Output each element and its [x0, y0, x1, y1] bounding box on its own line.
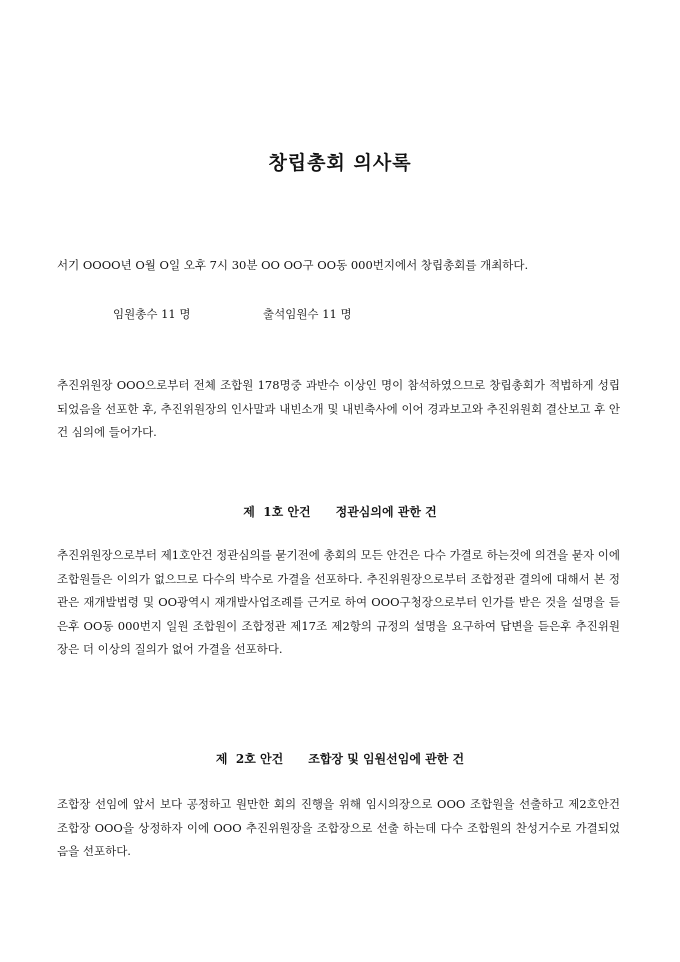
agenda-1-heading: 제 1호 안건 정관심의에 관한 건 — [243, 505, 437, 519]
present-members: 출석임원수 11 명 — [263, 307, 352, 321]
opening-line: 서기 OOOO년 O월 O일 오후 7시 30분 OO OO구 OO동 000번지에서 창립총회를 개최하다. — [57, 258, 529, 272]
document-title: 창립총회 의사록 — [268, 152, 412, 174]
agenda-1-body: 추진위원장으로부터 제1호안건 정관심의를 묻기전에 총회의 모든 안건은 다수 가결로 하는것에 의견을 묻자 이에 조합원들은 이의가 없으므로 다수의 박수로 가결을 선포하다. 추진위원장으로부터 조합정관 결의에 대해서 본 정관은 재개발법령 및 OO광역시 재개발사업조례를 근거로 하여 OOO구청장으로부터 인가를 받은 것을 설명을 듣은후 OO동 000번지 일원 조합원이 조합정관 제17조 제2항의 규정의 설명을 요구하여 답변을 듣은후 추진위원장은 더 이상의 질의가 없어 가결을 선포하다. — [57, 548, 620, 656]
agenda-2-heading: 제 2호 안건 조합장 및 임원선임에 관한 건 — [215, 752, 465, 766]
agenda-2-body: 조합장 선임에 앞서 보다 공정하고 원만한 회의 진행을 위해 임시의장으로 OOO 조합원을 선출하고 제2호안건 조합장 OOO을 상정하자 이에 OOO 추진위원장을 조합장으로 선출 하는데 다수 조합원의 찬성거수로 가결되었음을 선포하다. — [57, 797, 620, 858]
total-members: 임원총수 11 명 — [113, 307, 191, 321]
intro-paragraph: 추진위원장 OOO으로부터 전체 조합원 178명중 과반수 이상인 명이 참석하였으므로 창립총회가 적법하게 성립되었음을 선포한 후, 추진위원장의 인사말과 내빈소개 및 내빈축사에 이어 경과보고와 추진위원회 결산보고 후 안건 심의에 들어가다. — [57, 378, 620, 439]
